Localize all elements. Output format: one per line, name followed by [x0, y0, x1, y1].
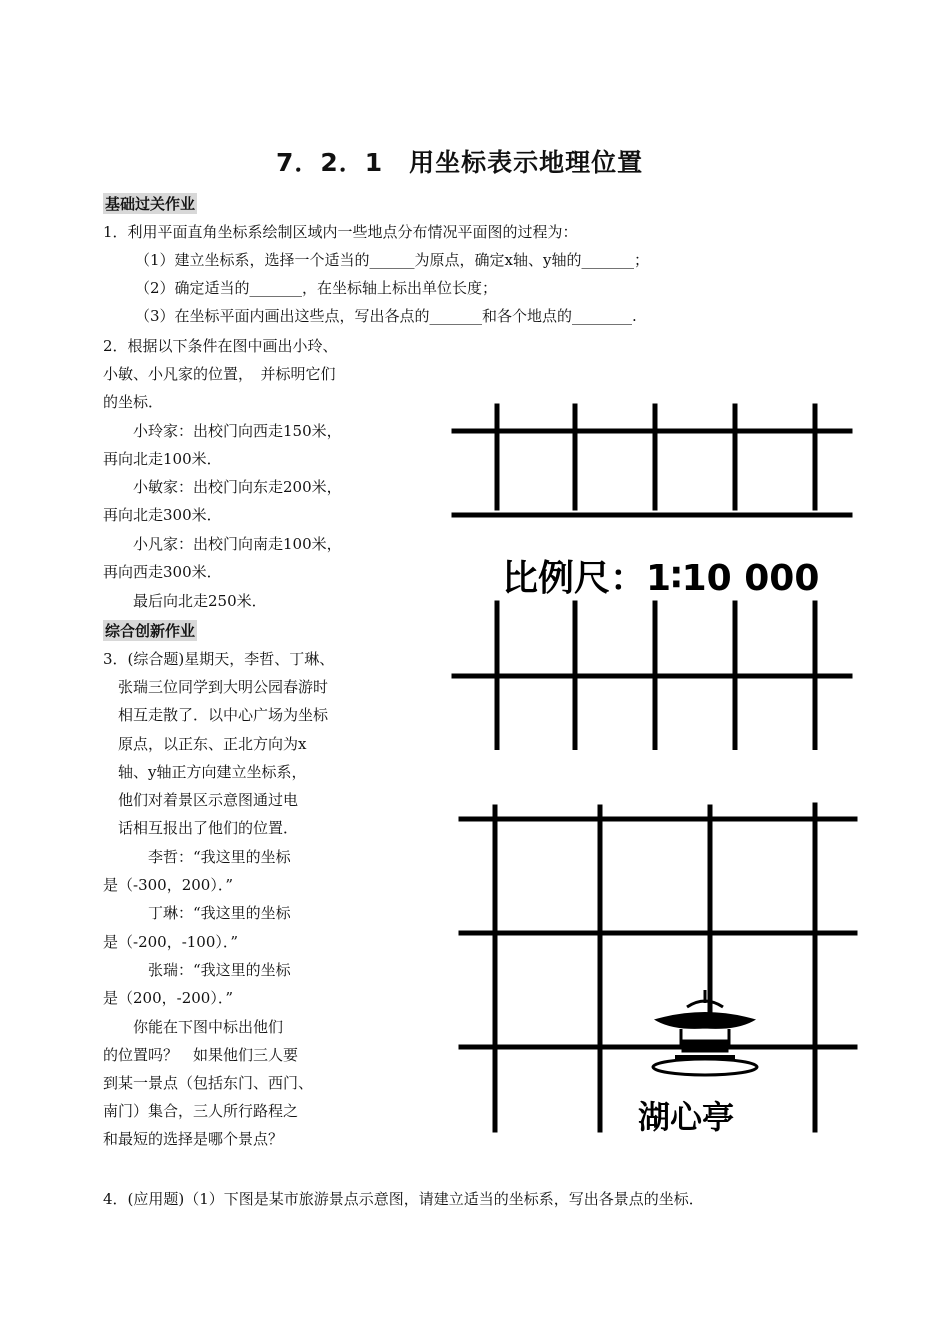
figure-grid-scale	[450, 398, 860, 750]
page-title: 7．2．1 用坐标表示地理位置	[276, 148, 644, 177]
q2-line: 2．根据以下条件在图中画出小玲、	[103, 337, 338, 355]
figure-grid-pavilion	[455, 795, 860, 1140]
q3-line: 是（-300，200）．”	[103, 876, 233, 894]
section-header-comprehensive: 综合创新作业	[105, 622, 196, 640]
q3-line: 和最短的选择是哪个景点？	[103, 1130, 284, 1148]
q1-step1: （1）建立坐标系，选择一个适当的______为原点，确定x轴、y轴的_______；	[135, 251, 649, 269]
q2-line: 再向北走100米．	[103, 450, 222, 468]
q3-line: 是（200，-200）．”	[103, 989, 233, 1007]
q3-line: 他们对着景区示意图通过电	[103, 791, 299, 809]
q3-line: 轴、y轴正方向建立坐标系，	[103, 763, 307, 781]
q3-line: 张瑞三位同学到大明公园春游时	[103, 678, 329, 696]
q3-line: 南门）集合，三人所行路程之	[103, 1102, 299, 1120]
pavilion-icon	[653, 990, 757, 1075]
q3-line: 张瑞：“我这里的坐标	[103, 961, 291, 979]
q3-line: 3．(综合题)星期天，李哲、丁琳、	[103, 650, 335, 668]
q2-line: 的坐标．	[103, 393, 164, 411]
q3-line: 李哲：“我这里的坐标	[103, 848, 291, 866]
q3-line: 丁琳：“我这里的坐标	[103, 904, 291, 922]
q3-line: 是（-200，-100）．”	[103, 933, 239, 951]
q1-step3: （3）在坐标平面内画出这些点，写出各点的_______和各个地点的________.	[135, 307, 637, 325]
q1-step2: （2）确定适当的_______，在坐标轴上标出单位长度；	[135, 279, 498, 297]
q3-line: 原点，以正东、正北方向为x	[103, 735, 307, 753]
q2-line: 小凡家：出校门向南走100米，	[103, 535, 342, 553]
section-header-basic: 基础过关作业	[105, 195, 196, 213]
q3-line: 到某一景点（包括东门、西门、	[103, 1074, 314, 1092]
q3-line: 话相互报出了他们的位置．	[103, 819, 299, 837]
scale-label: 比例尺：1∶10 000	[502, 558, 820, 599]
q1-stem: 1．利用平面直角坐标系绘制区域内一些地点分布情况平面图的过程为：	[103, 223, 578, 241]
q2-line: 再向北走300米．	[103, 506, 222, 524]
pavilion-label: 湖心亭	[638, 1098, 735, 1136]
q2-line: 小敏、小凡家的位置， 并标明它们	[103, 365, 336, 383]
q2-line: 再向西走300米．	[103, 563, 222, 581]
q3-line: 的位置吗？ 如果他们三人要	[103, 1046, 299, 1064]
q3-line: 相互走散了．以中心广场为坐标	[103, 706, 329, 724]
q2-line: 小敏家：出校门向东走200米，	[103, 478, 342, 496]
q4-stem: 4．(应用题)（1）下图是某市旅游景点示意图，请建立适当的坐标系，写出各景点的坐标．	[103, 1190, 704, 1208]
q3-line: 你能在下图中标出他们	[103, 1018, 284, 1036]
q2-line: 小玲家：出校门向西走150米，	[103, 422, 342, 440]
q2-line: 最后向北走250米．	[103, 592, 267, 610]
